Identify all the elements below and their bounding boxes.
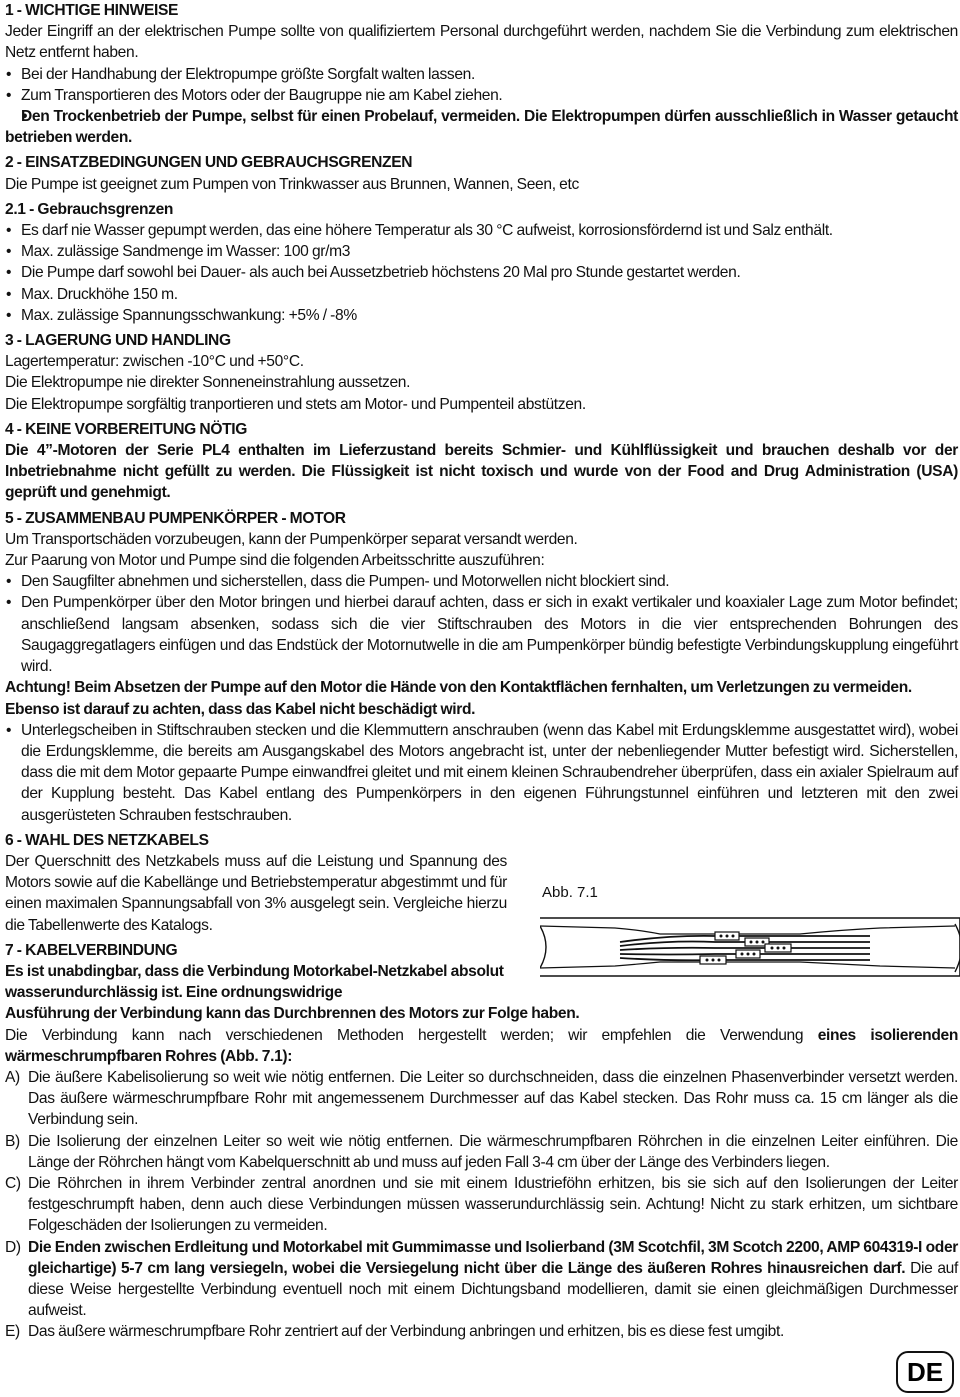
section-title: 3 - LAGERUNG UND HANDLING (5, 332, 231, 350)
warning-text: Ausführung der Verbindung kann das Durchbrennen des Motors zur Folge haben. (5, 1005, 580, 1023)
bullet-item: • Den Pumpenkörper über den Motor bringen und hierbei darauf achten, dass er sich in exakt vertikaler und koaxialer Lage zum Motor befindet; anschließend langsam absenken, sodass sich die vier Stiftschrauben des Motors in die vier entsprechenden Bohrungen des Saugaggregatlagers einfügen und das Endstück der Motornutwelle in die am Pumpenkörper bündig befestigte Verbindungskupplung eingeführt wird. (5, 592, 958, 677)
section-title: 7 - KABELVERBINDUNG (5, 941, 178, 959)
section-title: 2 - EINSATZBEDINGUNGEN UND GEBRAUCHSGRENZEN (5, 154, 413, 172)
paragraph-line: Die Elektropumpe sorgfältig tranportieren und stets am Motor- und Pumpenteil abstützen. (5, 395, 586, 413)
step-marker: D) (5, 1238, 21, 1256)
warning-text: Achtung! Beim Absetzen der Pumpe auf den Motor die Hände von den Kontaktflächen fernhalten, um Verletzungen zu vermeiden. (5, 679, 912, 697)
bullet-item: • Max. Druckhöhe 150 m. (5, 284, 958, 305)
step-item-b (5, 1131, 958, 1173)
step-item-d (5, 1237, 958, 1322)
paragraph: Der Querschnitt des Netzkabels muss auf die Leistung und Spannung des Motors sowie auf die Kabellänge und Betriebstemperatur abgestimmt und für einen maximalen Spannungsabfall von 3% ausgelegt sein. Vergleiche hierzu die Tabellenwerte des Katalogs. (5, 852, 507, 934)
warning-text: Es ist unabdingbar, dass die Verbindung Motorkabel-Netzkabel absolut wasserundurchlässig ist. Eine ordnungswidrige (5, 962, 504, 1002)
step-text-bold: Die Enden zwischen Erdleitung und Motorkabel mit Gummimasse und Isolierband (3M Scotchfil, 3M Scotch 2200, AMP 604319-I oder gleichartige) 5-7 cm lang versiegeln, wobei die Versiegelung nicht über die Länge des äußeren Rohres hinausreichen darf. (28, 1238, 958, 1277)
section-title: 4 - KEINE VORBEREITUNG NÖTIG (5, 420, 248, 438)
paragraph-bold: Die 4”-Motoren der Serie PL4 enthalten im Lieferzustand bereits Schmier- und Kühlflüssigkeit und brauchen deshalb vor der Inbetriebnahme nicht gefüllt zu werden. Die Flüssigkeit ist nicht toxisch und wurde von der Food and Drug Administration (USA) geprüft und genehmigt. (5, 442, 958, 502)
section-title: 5 - ZUSAMMENBAU PUMPENKÖRPER - MOTOR (5, 509, 346, 527)
step-item-a (5, 1067, 958, 1131)
bullet-item: • Max. zulässige Spannungsschwankung: +5% / -8% (5, 305, 958, 326)
warning-text: Ebenso ist darauf zu achten, dass das Kabel nicht beschädigt wird. (5, 700, 476, 718)
paragraph (5, 1025, 958, 1067)
bullet-item: • Max. zulässige Sandmenge im Wasser: 100 gr/m3 (5, 241, 958, 262)
section-7 (5, 940, 958, 1343)
section-title: 6 - WAHL DES NETZKABELS (5, 831, 209, 849)
step-marker: C) (5, 1174, 21, 1192)
paragraph: Jeder Eingriff an der elektrischen Pumpe sollte von qualifiziertem Personal durchgeführt werden, nachdem Sie die Verbindung zum elektrischen Netz entfernt haben. (5, 23, 958, 62)
paragraph: Die Pumpe ist geeignet zum Pumpen von Trinkwasser aus Brunnen, Wannen, Seen, etc (5, 175, 579, 193)
bullet-item: • Zum Transportieren des Motors oder der Baugruppe nie am Kabel ziehen. (5, 85, 958, 106)
cable-splice-illustration (540, 880, 960, 990)
step-item-c (5, 1173, 958, 1237)
paragraph-line: Die Elektropumpe nie direkter Sonneneinstrahlung aussetzen. (5, 374, 411, 392)
step-marker: E) (5, 1323, 20, 1341)
step-item-e (5, 1321, 908, 1342)
step-text: Das äußere wärmeschrumpfbare Rohr zentriert auf der Verbindung anbringen und erhitzen, bis es diese fest umgibt. (28, 1323, 784, 1341)
step-text: Die Isolierung der einzelnen Leiter so weit wie nötig entfernen. Die wärmeschrumpfbaren Röhrchen in die einzelnen Leiter einführen. Die Länge der Röhrchen hängt vom Kabelquerschnitt ab und muss auf jeden Fall 3-4 cm über der Länge des Verbinders liegen. (28, 1132, 958, 1171)
figure-label: Abb. 7.1 (542, 884, 598, 901)
step-marker: B) (5, 1132, 20, 1150)
step-text: Die Röhrchen in ihrem Verbinder zentral anordnen und sie mit einem Idustrieföhn erhitzen, bis sie sich auf den Isolierungen der Leiter festgeschrumpft haben, denn auch diese Verbindungen müssen wasserundurchlässig sein. Achtung! Nicht zu stark erhitzen, um sichtbare Folgeschäden der Isolierungen zu vermeiden. (28, 1174, 958, 1235)
manual-page (5, 0, 958, 1343)
cable-splice-figure (540, 880, 960, 990)
bullet-item: • Den Saugfilter abnehmen und sicherstellen, dass die Pumpen- und Motorwellen nicht blockiert sind. (5, 571, 958, 592)
section-4 (5, 419, 958, 504)
section-5 (5, 508, 958, 826)
section-title: 1 - WICHTIGE HINWEISE (5, 2, 179, 19)
bullet-item: • Es darf nie Wasser gepumpt werden, das eine höhere Temperatur als 30 °C aufweist, korrosionsfördernd ist und Salz enthält. (5, 220, 958, 241)
section-3 (5, 330, 958, 415)
section-2 (5, 152, 958, 326)
step-text: Die auf diese Weise hergestellte Verbindung eventuell noch mit einem Dichtungsband modellieren, damit sie einen gleichmäßigen Durchmesser aufweist. (28, 1259, 958, 1320)
bullet-item: • Unterlegscheiben in Stiftschrauben stecken und die Klemmuttern anschrauben (wenn das Kabel mit Erdungsklemme ausgestattet wird), wobei die Erdungsklemme, die bereits am Ausgangskabel des Motors angebracht ist, unter der nebenliegender Mutter befestigt wird. Sicherstellen, dass die mit dem Motor gepaarte Pumpe einwandfrei gleitet und mit einem kleinen Schraubendreher überprüfen, dass ein axialer Spielraum auf der Kupplung besteht. Das Kabel entlang des Pumpenkörpers in den eigenen Führungstunnel einführen und letzteren mit den zwei ausgerüsteten Schrauben festschrauben. (5, 720, 958, 826)
step-marker: A) (5, 1068, 20, 1086)
paragraph-line: Um Transportschäden vorzubeugen, kann der Pumpenkörper separat versandt werden. (5, 530, 578, 548)
paragraph-line: Zur Paarung von Motor und Pumpe sind die folgenden Arbeitsschritte auszuführen: (5, 552, 545, 570)
language-badge: DE (896, 1351, 954, 1393)
bullet-item: • Die Pumpe darf sowohl bei Dauer- als auch bei Aussetzbetrieb höchstens 20 Mal pro Stunde gestartet werden. (5, 262, 958, 283)
paragraph-text: Die Verbindung kann nach verschiedenen Methoden hergestellt werden; wir empfehlen die Verwendung (5, 1026, 818, 1044)
step-text: Die äußere Kabelisolierung so weit wie nötig entfernen. Die Leiter so durchschneiden, dass die einzelnen Phasenverbinder versetzt werden. Das äußere wärmeschrumpfbare Rohr mit angemessenem Durchmesser auf das Kabel stecken. Das Rohr muss ca. 15 cm länger als die Verbindung sein. (28, 1068, 958, 1129)
bullet-item: • Bei der Handhabung der Elektropumpe größte Sorgfalt walten lassen. (5, 64, 958, 85)
subsection-title: 2.1 - Gebrauchsgrenzen (5, 200, 174, 218)
paragraph-line: Lagertemperatur: zwischen -10°C und +50°C. (5, 353, 304, 371)
paragraph-bold-text: eines isolierenden wärmeschrumpfbaren Rohres (Abb. 7.1): (5, 1026, 959, 1065)
bullet-item-bold: • Den Trockenbetrieb der Pumpe, selbst für einen Probelauf, vermeiden. Die Elektropumpen dürfen ausschließlich in Wasser getaucht betrieben werden. (5, 106, 958, 148)
section-1 (5, 0, 958, 148)
